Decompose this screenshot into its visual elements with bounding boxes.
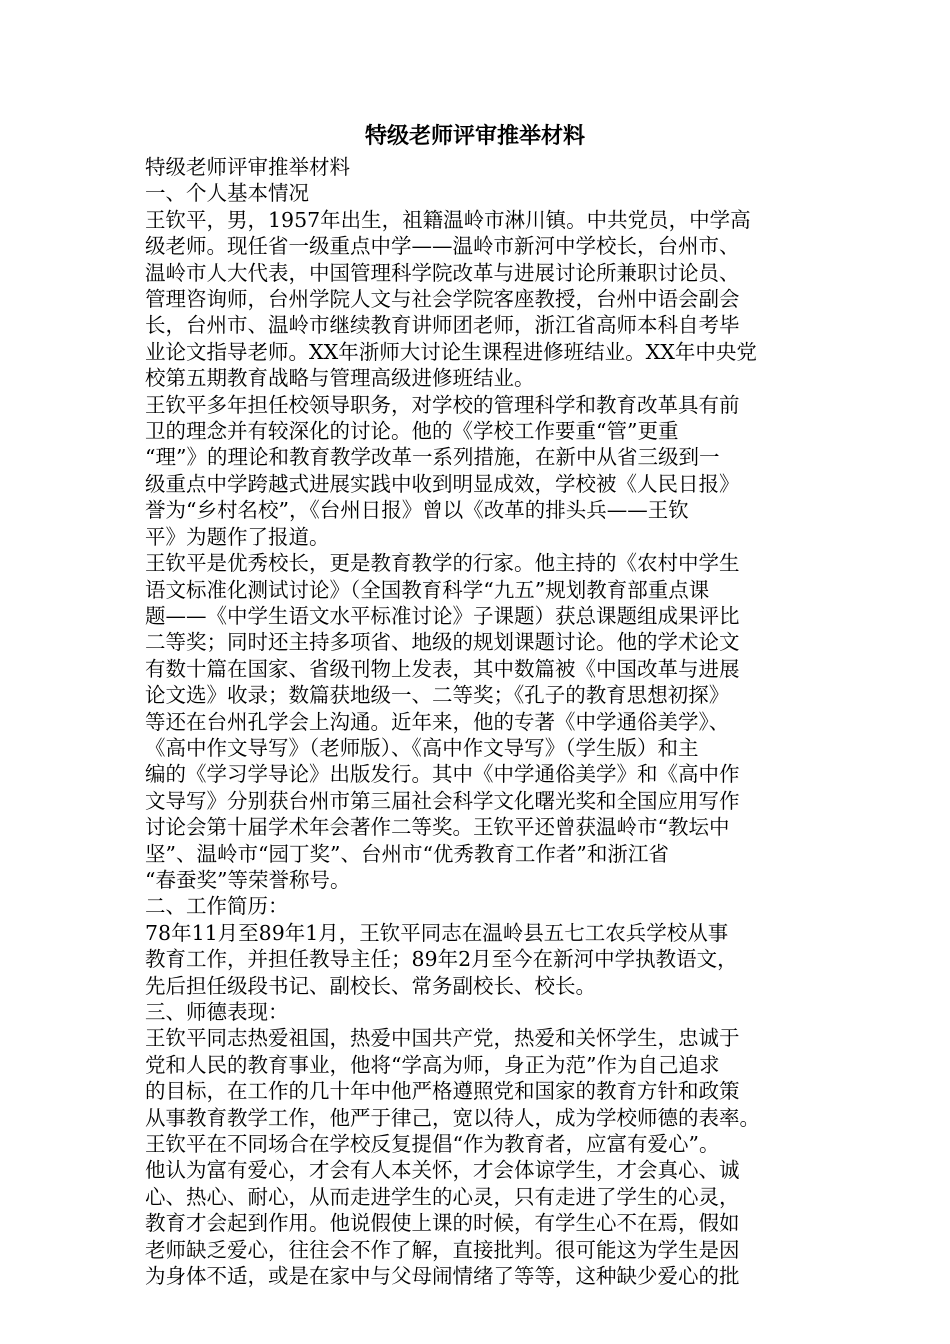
text-line: 文导写》分别获台州市第三届社会科学文化曙光奖和全国应用写作: [145, 788, 740, 813]
text-line: 为身体不适，或是在家中与父母闹情绪了等等，这种缺少爱心的批: [145, 1264, 740, 1289]
text-line: 题——《中学生语文水平标准讨论》子课题）获总课题组成果评比: [145, 603, 740, 628]
text-line: 温岭市人大代表，中国管理科学院改革与进展讨论所兼职讨论员、: [145, 260, 740, 285]
text-line: 编的《学习学导论》出版发行。其中《中学通俗美学》和《高中作: [145, 762, 740, 787]
document-body: [145, 154, 805, 1289]
text-line: 管理咨询师，台州学院人文与社会学院客座教授，台州中语会副会: [145, 287, 740, 312]
text-line: 坚”、温岭市“园丁奖”、台州市“优秀教育工作者”和浙江省: [145, 841, 669, 866]
text-line: 78年11月至89年1月，王钦平同志在温岭县五七工农兵学校从事: [145, 920, 729, 945]
text-line: 校第五期教育战略与管理高级进修班结业。: [145, 366, 535, 391]
document-page: [145, 118, 805, 1289]
text-line: 的目标，在工作的几十年中他严格遵照党和国家的教育方针和政策: [145, 1079, 740, 1104]
text-line: 王钦平在不同场合在学校反复提倡“作为教育者，应富有爱心”。: [145, 1132, 720, 1157]
text-line: 卫的理念并有较深化的讨论。他的《学校工作要重“管”更重: [145, 419, 679, 444]
text-line: 老师缺乏爱心，往往会不作了解，直接批判。很可能这为学生是因: [145, 1237, 740, 1262]
text-line: 长，台州市、温岭市继续教育讲师团老师，浙江省高师本科自考毕: [145, 313, 740, 338]
text-line: 先后担任级段书记、副校长、常务副校长、校长。: [145, 973, 596, 998]
text-line: 教育工作，并担任教导主任；89年2月至今在新河中学执教语文，: [145, 947, 738, 972]
text-line: 王钦平同志热爱祖国，热爱中国共产党，热爱和关怀学生，忠诚于: [145, 1026, 740, 1051]
paragraph: [145, 999, 805, 1025]
text-line: 党和人民的教育事业，他将“学高为师，身正为范”作为自己追求: [145, 1052, 720, 1077]
text-line: “理”》的理论和教育教学改革一系列措施，在新中从省三级到一: [145, 445, 720, 470]
text-line: 业论文指导老师。XX年浙师大讨论生课程进修班结业。XX年中央党: [145, 339, 757, 364]
text-line: 有数十篇在国家、省级刊物上发表，其中数篇被《中国改革与进展: [145, 656, 740, 681]
text-line: 教育才会起到作用。他说假使上课的时候，有学生心不在焉，假如: [145, 1211, 740, 1236]
text-line: 三、师德表现：: [145, 1000, 289, 1024]
paragraph: [145, 920, 805, 999]
text-line: 二、工作简历：: [145, 894, 289, 919]
document-title: 特级老师评审推举材料: [364, 123, 585, 149]
text-line: 平》为题作了报道。: [145, 524, 330, 549]
text-line: 语文标准化测试讨论》（全国教育科学“九五”规划教育部重点课: [145, 577, 710, 602]
text-line: 王钦平多年担任校领导职务，对学校的管理科学和教育改革具有前: [145, 392, 740, 417]
text-line: 等还在台州孔学会上沟通。近年来，他的专著《中学通俗美学》、: [145, 709, 730, 734]
text-line: 二等奖；同时还主持多项省、地级的规划课题讨论。他的学术论文: [145, 630, 740, 655]
paragraph: [145, 180, 805, 206]
text-line: 讨论会第十届学术年会著作二等奖。王钦平还曾获温岭市“教坛中: [145, 815, 730, 840]
text-line: 誉为“乡村名校”，《台州日报》曾以《改革的排头兵——王钦: [145, 498, 689, 523]
text-line: 级老师。现任省一级重点中学——温岭市新河中学校长，台州市、: [145, 234, 740, 259]
text-line: 心、热心、耐心，从而走进学生的心灵，只有走进了学生的心灵，: [145, 1184, 740, 1209]
text-line: 一、个人基本情况: [145, 181, 309, 206]
paragraph: [145, 1025, 805, 1131]
text-line: 王钦平是优秀校长，更是教育教学的行家。他主持的《农村中学生: [145, 551, 740, 576]
paragraph: [145, 1131, 805, 1289]
text-line: 《高中作文导写》（老师版）、《高中作文导写》（学生版）和主: [145, 735, 699, 760]
text-line: 王钦平，男，1957年出生，祖籍温岭市淋川镇。中共党员，中学高: [145, 207, 751, 232]
text-line: 他认为富有爱心，才会有人本关怀，才会体谅学生，才会真心、诚: [145, 1158, 740, 1183]
text-line: 从事教育教学工作，他严于律己，宽以待人，成为学校师德的表率。: [145, 1105, 760, 1130]
text-line: 论文选》收录；数篇获地级一、二等奖；《孔子的教育思想初探》: [145, 683, 730, 708]
paragraph: [145, 550, 805, 893]
paragraph: [145, 207, 805, 392]
paragraph: [145, 893, 805, 919]
paragraph: [145, 154, 805, 180]
text-line: 级重点中学跨越式进展实践中收到明显成效，学校被《人民日报》: [145, 471, 740, 496]
text-line: “春蚕奖”等荣誉称号。: [145, 867, 351, 892]
paragraph: [145, 392, 805, 550]
text-line: 特级老师评审推举材料: [145, 155, 350, 179]
